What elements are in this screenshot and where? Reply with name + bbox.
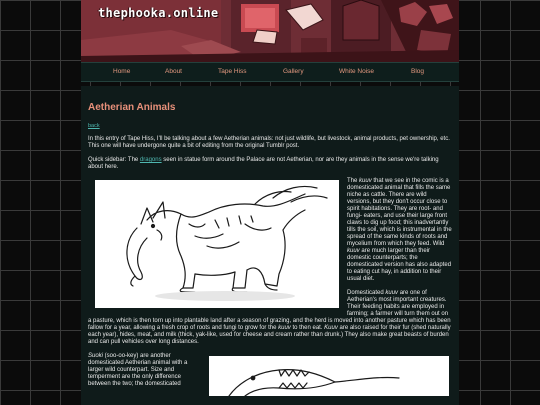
sidebar-suffix: seen in statue form around the Palace are not Aetherian, nor are they animals in the sense we're talking about here. (88, 157, 439, 170)
dragons-link[interactable]: dragons (139, 157, 162, 163)
suoki-illustration (209, 356, 449, 396)
site-banner (81, 0, 459, 62)
nav-about[interactable]: About (165, 68, 182, 75)
back-link[interactable]: back (88, 123, 100, 129)
kuuv-p2-text-a: Domesticated (347, 290, 386, 296)
main-nav (81, 62, 459, 82)
kuuv-term: kuuv (278, 325, 291, 331)
sidebar-prefix: Quick sidebar: The (88, 157, 140, 163)
kuuv-term: Kuuv (324, 325, 338, 331)
sidebar-paragraph (88, 157, 452, 171)
kuuv-term: kuuv (359, 178, 372, 184)
kuuv-p1-text-a: The (347, 178, 360, 184)
kuuv-term: kuuv (385, 290, 399, 296)
kuuv-drawing (95, 180, 339, 308)
nav-white-noise[interactable]: White Noise (339, 68, 375, 75)
suoki-drawing (209, 356, 449, 396)
kuuv-illustration (95, 180, 339, 308)
suoki-term: Suoki (88, 353, 104, 359)
nav-gallery[interactable]: Gallery (283, 68, 304, 75)
kuuv-term: kuuv (347, 248, 360, 254)
kuuv-p2-text-b: are one of Aetherian's most important creatures. Their feeding habits are employed in farming; a farmer will turn them out on a pasture, which is then torn up into plantable land after a season of grazing, and the herd is moved into another pasture which has been fallow for a year, allowing a fresh crop of roots and fungi to grow for the (88, 290, 451, 331)
kuuv-p1-text-b: that we see in the comic is a domesticated animal that fills the same niche as cattle. There are wild versions, but they don't occur close to spirit habitations. They are root- and fungi- eaters, and use their large front claws to dig up food; this inadvertantly tills the soil, which is instrumental in the spread of the same kinds of roots and mycelium from which they feed. Wild (347, 178, 452, 247)
suoki-text: (soo-oo-key) are another domesticated Aetherian animal with a larger wild counterpart. Size and temperment are the only difference between the two; the domesticated (88, 353, 188, 387)
kuuv-p2-text-c: to then eat. (290, 325, 325, 331)
page-title: Aetherian Animals (88, 102, 176, 113)
kuuv-p2-text-d: are also raised for their fur (shed naturally each year), hides, meat, and milk (thick, yak-like, used for cheese and cream rather than drunk.) They also make great beasts of burden and can pull vehicles over long distances. (88, 325, 451, 345)
kuuv-p1-text-c: are much larger than their domestic counterparts; the domesticated version has also adapted to eating cut hay, in addition to their usual diet. (347, 248, 452, 282)
main-content (81, 86, 459, 405)
nav-home[interactable]: Home (113, 68, 131, 75)
intro-paragraph: In this entry of Tape Hiss, I'll be talking about a few Aetherian animals: not just wildlife, but livestock, animal products, pet ownership, etc. This one will have undergone quite a bit of editing from the original Tumblr post. (88, 136, 450, 149)
page-wrapper (81, 0, 459, 405)
nav-blog[interactable]: Blog (411, 68, 425, 75)
nav-tape-hiss[interactable]: Tape Hiss (218, 68, 247, 75)
site-title[interactable]: thephooka.online (98, 6, 219, 20)
